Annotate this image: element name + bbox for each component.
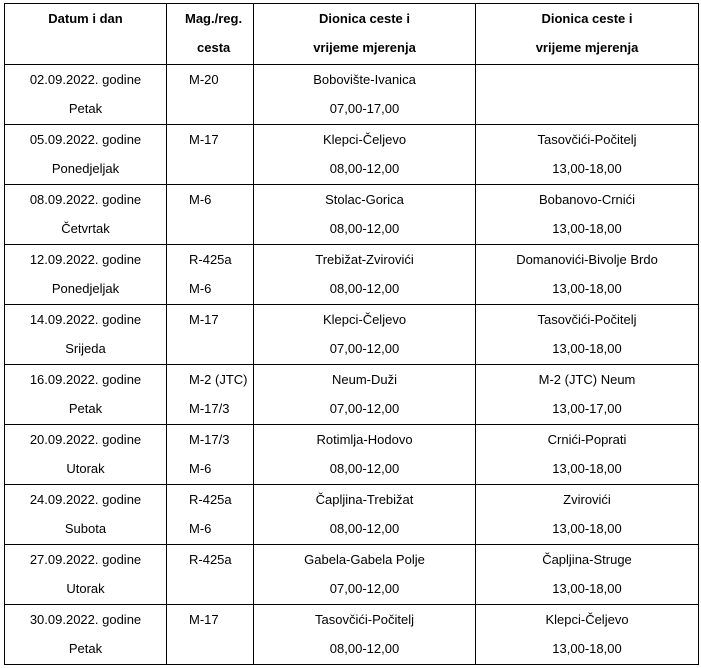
date-day-cell [5,605,167,665]
date-text: 16.09.2022. godine [29,372,142,387]
weekday-text: Subota [64,521,107,536]
section2-time: 13,00-18,00 [552,221,622,236]
section1-name: Stolac-Gorica [325,192,404,207]
date-day-cell [5,365,167,425]
date-text: 20.09.2022. godine [29,432,142,447]
road-code-1: R-425a [189,252,232,267]
section1-name: Tasovčići-Počitelj [315,612,414,627]
table-row [5,305,699,365]
section1-cell [254,545,476,605]
section2-time: 13,00-18,00 [552,641,622,656]
section2-cell [476,425,699,485]
header-road [167,4,254,65]
road-code-1: M-17 [189,612,219,627]
road-code-2 [167,94,253,123]
date-day-cell [5,125,167,185]
road-cell [167,545,254,605]
road-code-2 [167,634,253,663]
road-cell [167,185,254,245]
section1-time: 08,00-12,00 [329,461,400,476]
section1-time: 08,00-12,00 [329,281,400,296]
weekday-text: Ponedjeljak [51,281,120,296]
weekday-text: Ponedjeljak [51,161,120,176]
section2-cell [476,605,699,665]
section1-name: Klepci-Čeljevo [322,132,407,147]
road-code-2: M-6 [189,521,212,536]
table-row [5,185,699,245]
header-date-day [5,4,167,65]
measurement-schedule-table [4,3,699,665]
date-day-cell [5,425,167,485]
table-body [5,65,699,665]
date-text: 08.09.2022. godine [29,192,142,207]
section1-time: 07,00-12,00 [329,341,400,356]
section2-name: M-2 (JTC) Neum [538,372,636,387]
section1-cell [254,125,476,185]
section2-time: 13,00-18,00 [552,521,622,536]
road-code-1: M-20 [189,72,219,87]
weekday-text: Petak [68,101,103,116]
date-day-cell [5,485,167,545]
section2-name: Zvirovići [563,492,611,507]
section2-name: Tasovčići-Počitelj [537,312,637,327]
section1-time: 08,00-12,00 [329,221,400,236]
road-code-2 [167,214,253,243]
section1-name: Bobovište-Ivanica [313,72,416,87]
section1-name: Rotimlja-Hodovo [316,432,413,447]
road-cell [167,425,254,485]
table-row [5,605,699,665]
road-code-2: M-6 [189,281,212,296]
date-text: 30.09.2022. godine [29,612,142,627]
section1-time: 08,00-12,00 [329,161,400,176]
road-code-2 [167,334,253,363]
section2-name: Tasovčići-Počitelj [537,132,637,147]
road-cell [167,485,254,545]
section1-name: Trebižat-Zvirovići [315,252,414,267]
road-code-2: M-6 [189,461,212,476]
header-section2-line2: vrijeme mjerenja [535,40,639,55]
section2-name: Čapljina-Struge [542,552,632,567]
section2-cell [476,545,699,605]
section2-time: 13,00-17,00 [552,401,622,416]
section2-cell [476,125,699,185]
section1-cell [254,605,476,665]
section2-name: Klepci-Čeljevo [545,612,629,627]
header-section1 [254,4,476,65]
section2-cell [476,485,699,545]
section2-time: 13,00-18,00 [552,281,622,296]
section2-cell [476,245,699,305]
section1-cell [254,185,476,245]
date-text: 24.09.2022. godine [29,492,142,507]
section1-time: 07,00-12,00 [329,581,400,596]
date-day-cell [5,245,167,305]
section1-time: 07,00-12,00 [329,401,400,416]
section1-cell [254,425,476,485]
road-cell [167,125,254,185]
date-text: 14.09.2022. godine [29,312,142,327]
section2-name: Bobanovo-Crnići [538,192,636,207]
road-code-2 [167,154,253,183]
road-cell [167,65,254,125]
weekday-text: Srijeda [65,341,106,356]
weekday-text: Petak [68,401,103,416]
date-text: 27.09.2022. godine [29,552,142,567]
section1-cell [254,65,476,125]
section2-name: Domanovići-Bivolje Brdo [516,252,658,267]
table-row [5,545,699,605]
table-row [5,425,699,485]
section2-cell [476,365,699,425]
table-header [5,4,699,65]
section2-time: 13,00-18,00 [552,161,622,176]
road-code-1: M-17 [189,132,219,147]
section1-cell [254,485,476,545]
header-section2-line1: Dionica ceste i [541,11,633,26]
table-row [5,125,699,185]
header-section1-line1: Dionica ceste i [318,11,411,26]
road-code-1: R-425a [189,552,232,567]
section2-cell [476,305,699,365]
table-row [5,65,699,125]
road-cell [167,605,254,665]
weekday-text: Četvrtak [61,221,110,236]
section2-time: 13,00-18,00 [552,341,622,356]
section2-time: 13,00-18,00 [552,461,622,476]
date-day-cell [5,305,167,365]
road-code-1: M-6 [189,192,212,207]
section2-name: Crnići-Poprati [547,432,627,447]
road-code-1: M-17/3 [189,432,230,447]
date-day-cell [5,545,167,605]
section2-cell [476,185,699,245]
road-code-1: M-17 [189,312,219,327]
header-section2 [476,4,699,65]
table-row [5,245,699,305]
road-code-1: R-425a [189,492,232,507]
date-day-cell [5,65,167,125]
header-date-day-label: Datum i dan [48,11,123,26]
date-text: 05.09.2022. godine [29,132,142,147]
weekday-text: Utorak [66,461,105,476]
section1-time: 08,00-12,00 [329,521,400,536]
date-day-cell [5,185,167,245]
table-row [5,365,699,425]
section2-time: 13,00-18,00 [552,581,622,596]
section2-cell [476,65,699,125]
section1-cell [254,245,476,305]
date-text: 12.09.2022. godine [29,252,142,267]
section1-time: 08,00-12,00 [329,641,400,656]
road-cell [167,305,254,365]
header-section1-line2: vrijeme mjerenja [313,40,416,55]
road-code-2: M-17/3 [189,401,230,416]
road-cell [167,365,254,425]
weekday-text: Petak [68,641,103,656]
section1-cell [254,305,476,365]
road-cell [167,245,254,305]
weekday-text: Utorak [66,581,105,596]
header-road-line2: cesta [197,40,231,55]
road-code-2 [167,574,253,603]
section2-name [476,65,698,94]
header-row [5,4,699,65]
section1-cell [254,365,476,425]
table-row [5,485,699,545]
road-code-1: M-2 (JTC) [189,372,248,387]
section1-name: Čapljina-Trebižat [315,492,414,507]
section1-name: Klepci-Čeljevo [322,312,407,327]
section1-name: Gabela-Gabela Polje [304,552,425,567]
section1-name: Neum-Duži [331,372,397,387]
date-text: 02.09.2022. godine [29,72,142,87]
section1-time: 07,00-17,00 [329,101,400,116]
section2-time [476,94,698,123]
header-road-line1: Mag./reg. [185,11,243,26]
